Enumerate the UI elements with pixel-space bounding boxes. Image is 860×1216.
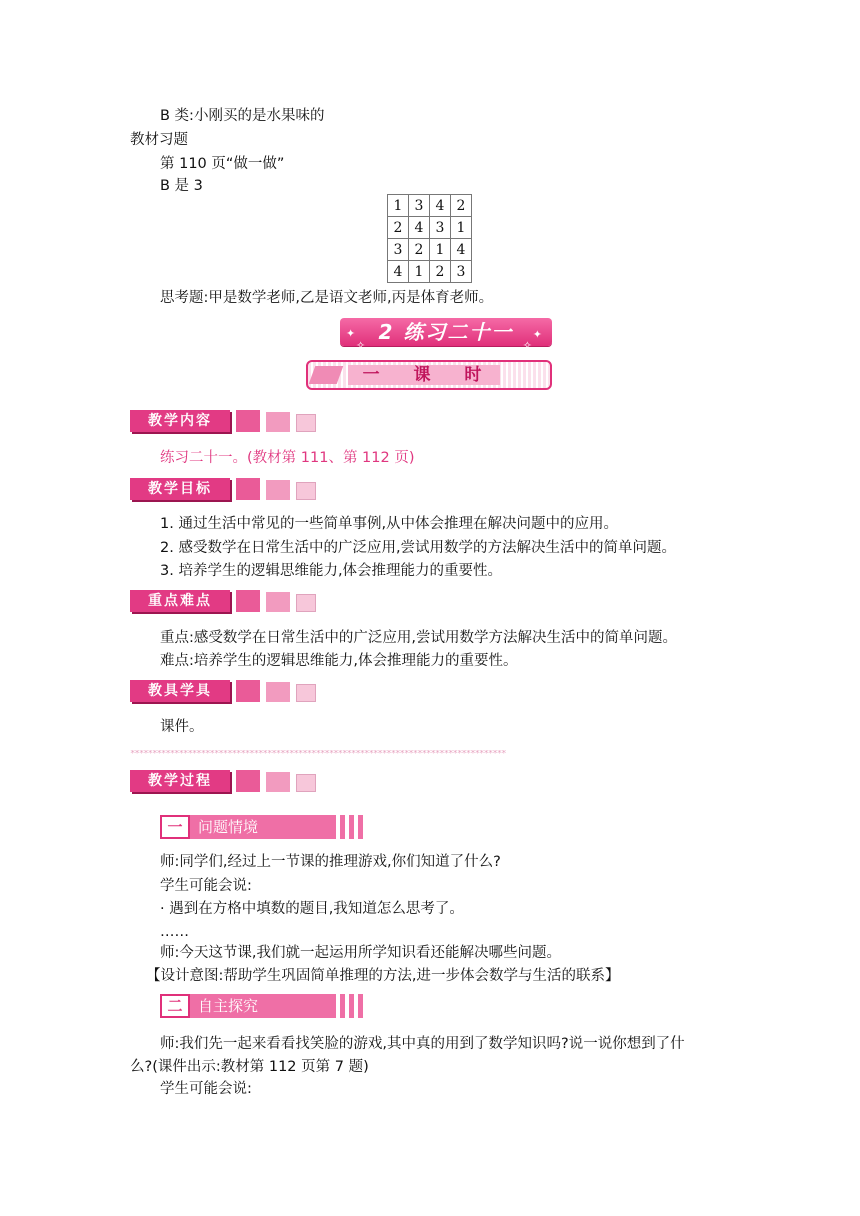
grid-row — [388, 239, 472, 261]
decor-block — [236, 590, 260, 612]
design-intent: 【设计意图:帮助学生巩固简单推理的方法,进一步体会数学与生活的联系】 — [146, 968, 620, 984]
paragraph-line: 学生可能会说: — [160, 878, 252, 894]
paragraph-line: · 遇到在方格中填数的题目,我知道怎么思考了。 — [160, 901, 464, 917]
decor-block — [236, 478, 260, 500]
lesson-number: 2 — [378, 320, 395, 344]
section-label: 教学目标 — [130, 478, 230, 500]
grid-cell: 4 — [409, 217, 430, 239]
grid-cell: 2 — [388, 217, 409, 239]
subsection-header-self-exploration — [160, 994, 368, 1018]
subsection-title: 问题情境 — [190, 815, 336, 839]
paragraph-line: 师:我们先一起来看看找笑脸的游戏,其中真的用到了数学知识吗?说一说你想到了什 — [160, 1036, 685, 1052]
lesson-title: 练习二十一 — [403, 320, 514, 344]
decor-block — [236, 410, 260, 432]
decor-stripe — [358, 815, 363, 839]
grid-cell: 1 — [451, 217, 472, 239]
star-icon: ✧ — [522, 339, 534, 352]
subsection-header-problem-situation — [160, 815, 368, 839]
decor-block — [266, 412, 290, 432]
paragraph-line: 师:今天这节课,我们就一起运用所学知识看还能解决哪些问题。 — [160, 945, 561, 961]
grid-cell: 1 — [388, 195, 409, 217]
grid-cell: 2 — [451, 195, 472, 217]
section-label: 教学内容 — [130, 410, 230, 432]
goal-item: 3. 培养学生的逻辑思维能力,体会推理能力的重要性。 — [160, 563, 503, 579]
text-b-class: B 类:小刚买的是水果味的 — [160, 108, 325, 124]
text-b-answer: B 是 3 — [160, 178, 203, 194]
grid-cell: 4 — [451, 239, 472, 261]
grid-cell: 3 — [388, 239, 409, 261]
decor-block — [296, 774, 316, 792]
period-label: 一 课 时 — [362, 365, 496, 385]
decor-stripe — [358, 994, 363, 1018]
paragraph-line: 么?(课件出示:教材第 112 页第 7 题) — [130, 1059, 369, 1075]
lesson-title-banner — [340, 318, 552, 352]
subsection-number: 一 — [160, 815, 190, 839]
text-thinking-question: 思考题:甲是数学老师,乙是语文老师,丙是体育老师。 — [160, 290, 494, 306]
paragraph-line: 学生可能会说: — [160, 1081, 252, 1097]
number-grid — [387, 194, 472, 283]
star-icon: ✦ — [346, 327, 358, 340]
goal-item: 1. 通过生活中常见的一些简单事例,从中体会推理在解决问题中的应用。 — [160, 516, 619, 532]
grid-cell: 2 — [430, 261, 451, 283]
text-textbook-exercises: 教材习题 — [130, 132, 188, 148]
grid-cell: 1 — [409, 261, 430, 283]
goal-item: 2. 感受数学在日常生活中的广泛应用,尝试用数学的方法解决生活中的简单问题。 — [160, 540, 677, 556]
text-difficult-point: 难点:培养学生的逻辑思维能力,体会推理能力的重要性。 — [160, 653, 518, 669]
star-icon: ✦ — [532, 328, 544, 341]
grid-cell: 3 — [430, 217, 451, 239]
separator-line: ************************************************************************************* — [130, 750, 506, 758]
text-key-point: 重点:感受数学在日常生活中的广泛应用,尝试用数学方法解决生活中的简单问题。 — [160, 630, 677, 646]
decor-block — [236, 680, 260, 702]
section-label: 教具学具 — [130, 680, 230, 702]
grid-cell: 3 — [409, 195, 430, 217]
decor-block — [266, 772, 290, 792]
decor-stripe — [340, 994, 345, 1018]
decor-block — [236, 770, 260, 792]
decor-stripe — [349, 994, 354, 1018]
subsection-number: 二 — [160, 994, 190, 1018]
subsection-title: 自主探究 — [190, 994, 336, 1018]
section-label: 教学过程 — [130, 770, 230, 792]
decor-block — [266, 682, 290, 702]
grid-cell: 3 — [451, 261, 472, 283]
period-banner — [306, 360, 552, 390]
decor-block — [296, 414, 316, 432]
paragraph-line: …… — [160, 924, 189, 940]
text-tools: 课件。 — [160, 719, 204, 735]
grid-cell: 2 — [409, 239, 430, 261]
decor-block — [296, 594, 316, 612]
grid-row — [388, 261, 472, 283]
grid-row — [388, 217, 472, 239]
text-page-reference: 第 110 页“做一做” — [160, 156, 285, 172]
decor-block — [266, 592, 290, 612]
grid-row — [388, 195, 472, 217]
grid-cell: 4 — [388, 261, 409, 283]
decor-block — [296, 684, 316, 702]
text-content: 练习二十一。(教材第 111、第 112 页) — [160, 450, 415, 466]
decor-stripe — [340, 815, 345, 839]
decor-block — [266, 480, 290, 500]
star-icon: ✧ — [356, 339, 368, 352]
decor-stripe — [349, 815, 354, 839]
decor-block — [296, 482, 316, 500]
grid-cell: 4 — [430, 195, 451, 217]
grid-cell: 1 — [430, 239, 451, 261]
section-label: 重点难点 — [130, 590, 230, 612]
paragraph-line: 师:同学们,经过上一节课的推理游戏,你们知道了什么? — [160, 854, 501, 870]
